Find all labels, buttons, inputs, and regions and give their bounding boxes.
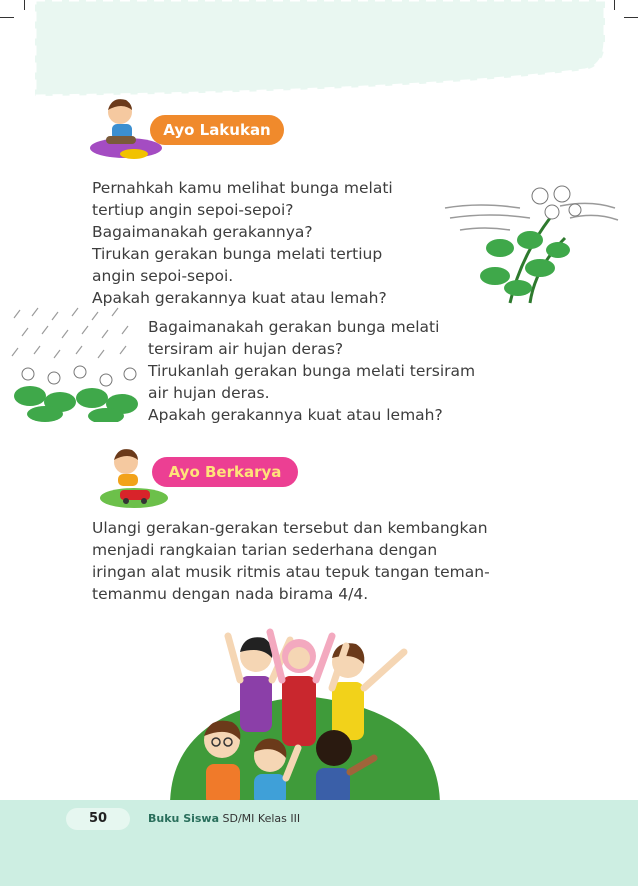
ayo-berkarya-banner bbox=[152, 457, 298, 487]
text-line: Tirukanlah gerakan bunga melati tersiram bbox=[148, 362, 476, 380]
paragraph-1 bbox=[92, 177, 432, 309]
text-line: angin sepoi-sepoi. bbox=[92, 267, 234, 285]
paragraph-2 bbox=[148, 316, 518, 426]
paragraph-3 bbox=[92, 517, 542, 605]
text-line: air hujan deras. bbox=[148, 384, 270, 402]
text-line: Ulangi gerakan-gerakan tersebut dan kembangkan bbox=[92, 519, 488, 537]
header-decoration bbox=[0, 0, 638, 100]
text-line: Tirukan gerakan bunga melati tertiup bbox=[92, 245, 383, 263]
book-title-main: Buku Siswa bbox=[148, 812, 220, 825]
text-line: Pernahkah kamu melihat bunga melati bbox=[92, 179, 393, 197]
text-line: Bagaimanakah gerakannya? bbox=[92, 223, 313, 241]
jasmine-wind-illustration bbox=[440, 178, 620, 308]
ayo-lakukan-banner bbox=[150, 115, 284, 145]
text-line: tersiram air hujan deras? bbox=[148, 340, 344, 358]
banner-label: Ayo Berkarya bbox=[168, 463, 282, 481]
text-line: Bagaimanakah gerakan bunga melati bbox=[148, 318, 440, 336]
text-line: iringan alat musik ritmis atau tepuk tangan teman- bbox=[92, 563, 490, 581]
book-title bbox=[148, 809, 300, 829]
text-line: menjadi rangkaian tarian sederhana dengan bbox=[92, 541, 438, 559]
text-line: temanmu dengan nada birama 4/4. bbox=[92, 585, 369, 603]
page-number: 50 bbox=[88, 811, 108, 826]
jasmine-rain-illustration bbox=[10, 304, 145, 422]
text-line: tertiup angin sepoi-sepoi? bbox=[92, 201, 294, 219]
text-line: Apakah gerakannya kuat atau lemah? bbox=[92, 289, 387, 307]
dancing-children-illustration bbox=[170, 618, 440, 806]
text-line: Apakah gerakannya kuat atau lemah? bbox=[148, 406, 443, 424]
book-title-subtitle: SD/MI Kelas III bbox=[219, 812, 301, 825]
banner-label: Ayo Lakukan bbox=[163, 121, 271, 139]
